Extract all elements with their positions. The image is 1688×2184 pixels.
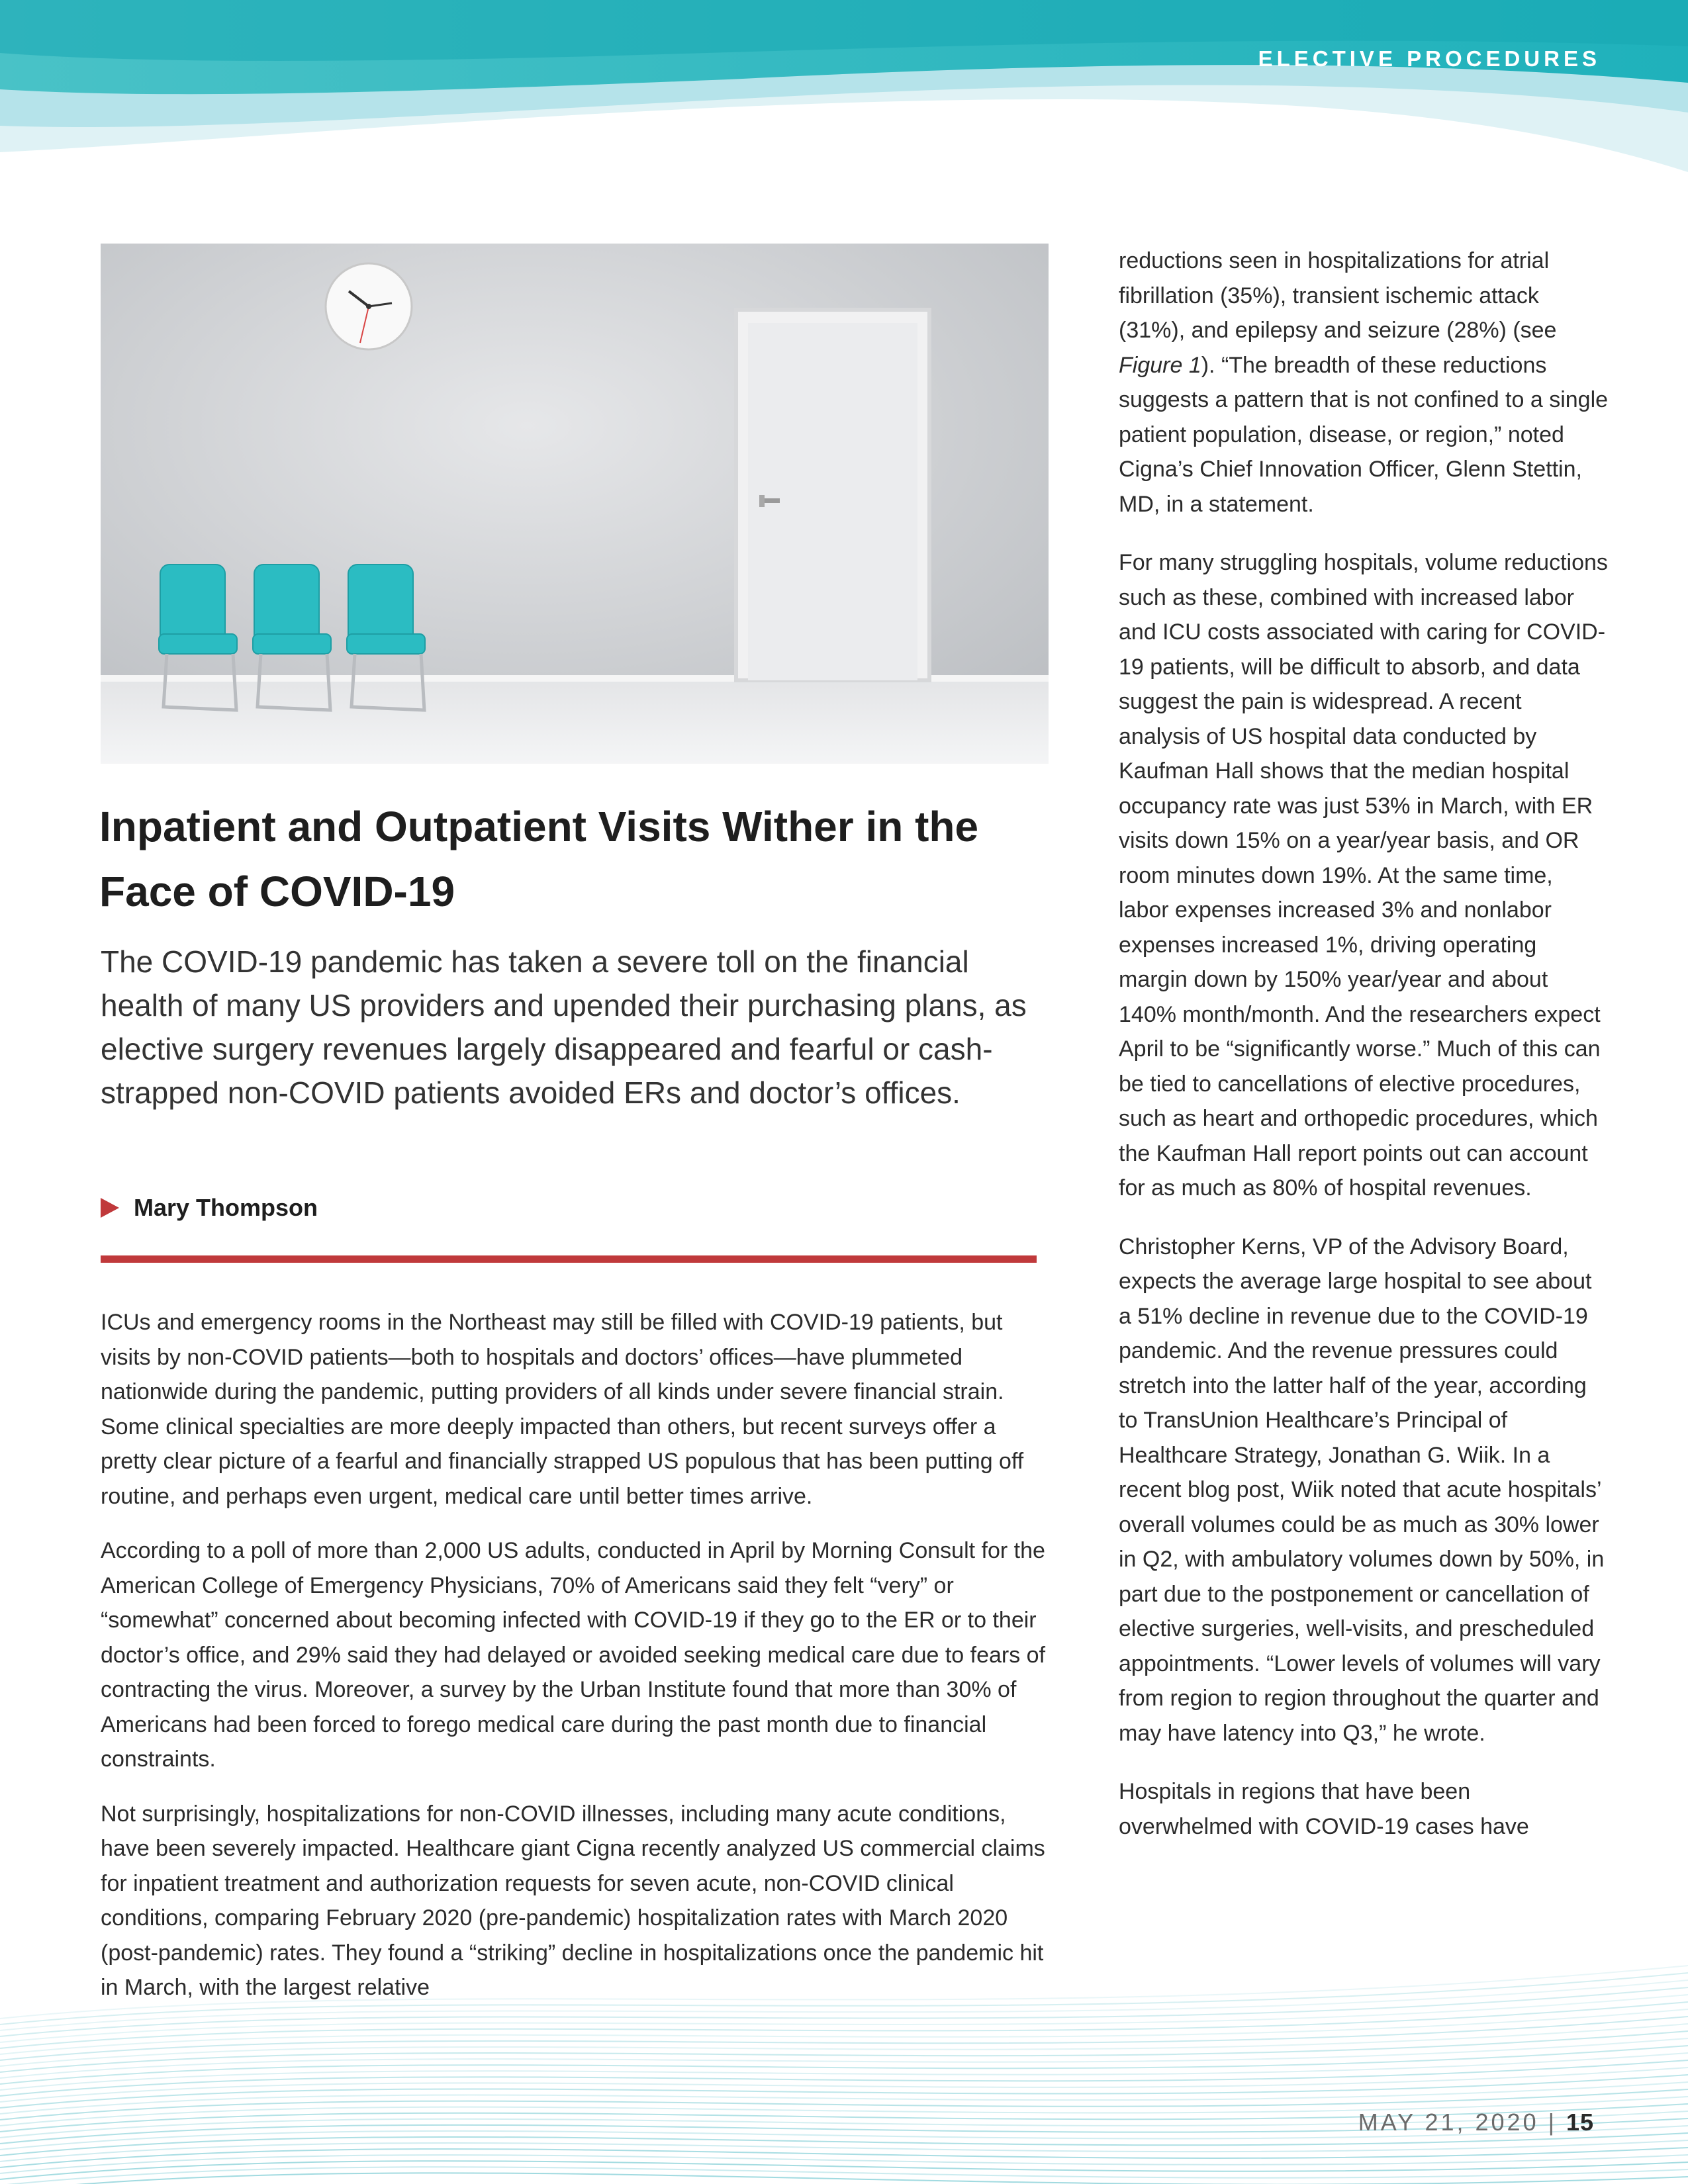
figure-reference: Figure 1 bbox=[1119, 352, 1201, 378]
wall-clock-icon bbox=[326, 263, 412, 349]
article-title: Inpatient and Outpatient Visits Wither in the Face of COVID-19 bbox=[99, 803, 979, 915]
header-wave-decoration bbox=[0, 0, 1688, 172]
body-column-right bbox=[1119, 244, 1609, 1868]
door-icon bbox=[736, 310, 929, 680]
body-text: ). “The breadth of these reductions suggests a pattern that is not confined to a single patient population, disease, or region,” noted Cigna’s Chief Innovation Officer, Glenn Stettin, MD, in a statement. bbox=[1119, 352, 1609, 517]
section-label: ELECTIVE PROCEDURES bbox=[1258, 46, 1601, 71]
title-divider bbox=[101, 1255, 1037, 1263]
body-paragraph: Not surprisingly, hospitalizations for non-COVID illnesses, including many acute conditions, have been severely impacted. Healthcare giant Cigna recently analyzed US commercial claims for inpatient treatment and authorization requests for seven acute, non-COVID clinical conditions, comparing February 2020 (pre-pandemic) hospitalization rates with March 2020 (post-pandemic) rates. They found a “striking” decline in hospitalizations once the pandemic hit in March, with the largest relative bbox=[101, 1801, 1045, 2000]
author-name: Mary Thompson bbox=[134, 1194, 318, 1221]
page-footer bbox=[1358, 2109, 1594, 2136]
body-paragraph: According to a poll of more than 2,000 US adults, conducted in April by Morning Consult for the American College of Emergency Physicians, 70% of Americans said they felt “very” or “somewhat” concerned about becoming infected with COVID-19 if they go to the ER or to their doctor’s office, and 29% said they had delayed or avoided seeking medical care due to fears of contracting the virus. Moreover, a survey by the Urban Institute found that more than 30% of Americans had been forced to forego medical care during the past month due to financial constraints. bbox=[101, 1538, 1046, 1772]
footer-separator: | bbox=[1548, 2109, 1557, 2136]
footer-wave-decoration bbox=[0, 1952, 1688, 2184]
body-paragraph: Christopher Kerns, VP of the Advisory Board, expects the average large hospital to see about a 51% decline in revenue due to the COVID-19 pandemic. And the revenue pressures could stretch into the latter half of the year, according to TransUnion Healthcare’s Principal of Healthcare Strategy, Jonathan G. Wiik. In a recent blog post, Wiik noted that acute hospitals’ overall volumes could be as much as 30% lower in Q2, with ambulatory volumes down by 50%, in part due to the postponement or cancellation of elective surgeries, well-visits, and prescheduled appointments. “Lower levels of volumes will vary from region to region throughout the quarter and may have latency into Q3,” he wrote. bbox=[1119, 1234, 1605, 1746]
body-paragraph bbox=[1119, 244, 1609, 522]
body-paragraph: Hospitals in regions that have been overwhelmed with COVID-19 cases have bbox=[1119, 1779, 1529, 1839]
body-column-left bbox=[101, 1305, 1054, 2025]
issue-date: MAY 21, 2020 bbox=[1358, 2109, 1539, 2136]
triangle-bullet-icon bbox=[101, 1198, 119, 1218]
body-paragraph: ICUs and emergency rooms in the Northeast may still be filled with COVID-19 patients, but visits by non-COVID patients—both to hospitals and doctors’ offices—have plummeted nationwide during the pandemic, putting providers of all kinds under severe financial strain. Some clinical specialties are more deeply impacted than others, but recent surveys offer a pretty clear picture of a fearful and financially strapped US populous that has been putting off routine, and perhaps even urgent, medical care until better times arrive. bbox=[101, 1310, 1024, 1509]
article-deck: The COVID-19 pandemic has taken a severe toll on the financial health of many US providers and upended their purchasing plans, as elective surgery revenues largely disappeared and fearful or cash-strapped non-COVID patients avoided ERs and doctor’s offices. bbox=[101, 944, 1027, 1110]
page-number: 15 bbox=[1566, 2109, 1594, 2136]
byline bbox=[101, 1191, 318, 1224]
hero-image-waiting-room bbox=[101, 244, 1049, 764]
body-paragraph: For many struggling hospitals, volume reductions such as these, combined with increased labor and ICU costs associated with caring for COVID-19 patients, will be difficult to absorb, and data suggest the pain is widespread. A recent analysis of US hospital data conducted by Kaufman Hall shows that the median hospital occupancy rate was just 53% in March, with ER visits down 15% on a year/year basis, and OR room minutes down 19%. At the same time, labor expenses increased 3% and nonlabor expenses increased 1%, driving operating margin down by 150% year/year and about 140% month/month. And the researchers expect April to be “significantly worse.” Much of this can be tied to cancellations of elective procedures, such as heart and orthopedic procedures, which the Kaufman Hall report points out can account for as much as 80% of hospital revenues. bbox=[1119, 550, 1608, 1201]
body-text: reductions seen in hospitalizations for atrial fibrillation (35%), transient ischemic attack (31%), and epilepsy and seizure (28%) (see bbox=[1119, 248, 1557, 343]
